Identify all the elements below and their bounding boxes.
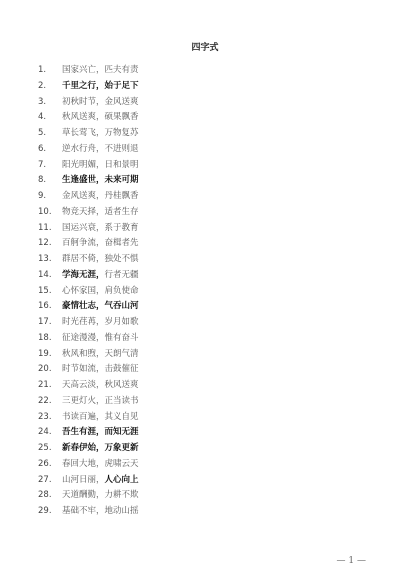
list-item — [38, 441, 139, 457]
item-number: 17. — [38, 317, 52, 327]
phrase-first-half: 生逢盛世， — [62, 175, 105, 186]
phrase-first-half: 书读百遍， — [62, 411, 105, 422]
phrase-second-half: 人心向上 — [104, 474, 139, 485]
page-number: — 1 — — [336, 556, 366, 566]
item-number: 21. — [38, 380, 52, 390]
list-item — [38, 378, 139, 394]
phrase-second-half: 惟有奋斗 — [104, 332, 139, 343]
item-number: 6. — [38, 143, 47, 154]
list-item — [38, 394, 139, 410]
phrase-first-half: 新春伊始， — [62, 443, 105, 453]
item-number: 4. — [38, 112, 47, 123]
phrase-first-half: 豪情壮志， — [62, 301, 105, 312]
list-item — [38, 473, 139, 489]
item-number: 23. — [38, 411, 52, 422]
item-number: 28. — [38, 490, 52, 501]
phrase-second-half: 奋楫者先 — [104, 238, 139, 249]
list-item — [38, 79, 139, 95]
phrase-first-half: 逆水行舟， — [62, 143, 105, 154]
list-item — [38, 63, 139, 79]
item-number: 10. — [38, 206, 52, 217]
item-number: 22. — [38, 395, 52, 406]
item-number: 14. — [38, 269, 52, 280]
phrase-first-half: 征途漫漫， — [62, 332, 105, 343]
list-item — [38, 362, 139, 378]
phrase-second-half: 气吞山河 — [104, 301, 139, 312]
phrase-second-half: 硕果飘香 — [104, 112, 139, 123]
phrase-first-half: 心怀家国， — [62, 285, 105, 296]
phrase-second-half: 行者无疆 — [104, 269, 139, 280]
phrase-first-half: 千里之行， — [62, 80, 105, 91]
phrase-first-half: 阳光明媚， — [62, 159, 105, 170]
phrase-second-half: 而知无涯 — [104, 427, 139, 438]
phrase-first-half: 秋风和煦， — [62, 348, 105, 359]
phrase-first-half: 金风送爽， — [62, 191, 105, 201]
phrase-first-half: 吾生有涯， — [62, 427, 105, 438]
phrase-first-half: 草长莺飞， — [62, 128, 105, 138]
list-item — [38, 173, 139, 189]
list-item — [38, 252, 139, 268]
item-number: 19. — [38, 348, 52, 359]
item-number: 15. — [38, 285, 52, 296]
item-number: 11. — [38, 222, 52, 233]
phrase-second-half: 万物复苏 — [104, 128, 139, 138]
item-number: 1. — [38, 65, 47, 75]
item-number: 16. — [38, 301, 52, 312]
item-number: 18. — [38, 332, 52, 343]
item-number: 25. — [38, 443, 52, 453]
list-item — [38, 457, 139, 473]
phrase-second-half: 独处不惧 — [104, 254, 139, 264]
phrase-second-half: 万象更新 — [104, 443, 139, 453]
phrase-first-half: 春回大地， — [62, 458, 105, 469]
item-number: 13. — [38, 254, 52, 264]
list-item — [38, 284, 139, 300]
phrase-second-half: 匹夫有责 — [104, 65, 139, 75]
list-item — [38, 126, 139, 142]
item-number: 26. — [38, 458, 52, 469]
phrase-second-half: 天朗气清 — [104, 348, 139, 359]
phrase-second-half: 未来可期 — [104, 175, 139, 186]
phrase-first-half: 天道酬勤， — [62, 490, 105, 501]
phrase-second-half: 正当读书 — [104, 395, 139, 406]
item-number: 20. — [38, 364, 52, 375]
item-number: 7. — [38, 159, 47, 170]
phrase-first-half: 国运兴衰， — [62, 222, 105, 233]
phrase-first-half: 基础不牢， — [62, 506, 105, 516]
list-item — [38, 425, 139, 441]
list-item — [38, 299, 139, 315]
page-title: 四字式 — [191, 43, 219, 53]
phrase-first-half: 初秋时节， — [62, 96, 105, 107]
phrase-first-half: 时光荏苒， — [62, 317, 105, 327]
phrase-first-half: 国家兴亡， — [62, 65, 105, 75]
phrase-first-half: 学海无涯， — [62, 269, 105, 280]
item-number: 8. — [38, 175, 47, 186]
phrase-second-half: 始于足下 — [104, 80, 139, 91]
phrase-first-half: 秋风送爽， — [62, 112, 105, 123]
list-item — [38, 488, 139, 504]
list-item — [38, 95, 139, 111]
list-item — [38, 347, 139, 363]
list-item — [38, 189, 139, 205]
phrase-first-half: 三更灯火， — [62, 395, 105, 406]
item-number: 27. — [38, 474, 52, 485]
list-item — [38, 504, 139, 520]
list-item — [38, 268, 139, 284]
phrase-second-half: 适者生存 — [104, 206, 139, 217]
list-item — [38, 315, 139, 331]
phrase-first-half: 天高云淡， — [62, 380, 105, 390]
phrase-second-half: 金风送爽 — [104, 96, 139, 107]
phrase-first-half: 百舸争流， — [62, 238, 105, 249]
phrase-second-half: 虎啸云天 — [104, 458, 139, 469]
item-number: 24. — [38, 427, 52, 438]
item-number: 3. — [38, 96, 47, 107]
phrase-second-half: 秋风送爽 — [104, 380, 139, 390]
phrase-second-half: 其义自见 — [104, 411, 139, 422]
list-item — [38, 236, 139, 252]
phrase-first-half: 时节如流， — [62, 364, 105, 375]
phrase-second-half: 岁月如歌 — [104, 317, 139, 327]
phrase-second-half: 击鼓催征 — [104, 364, 139, 375]
item-number: 29. — [38, 506, 52, 516]
item-number: 2. — [38, 80, 47, 91]
phrase-second-half: 力耕不欺 — [104, 490, 139, 501]
list-item — [38, 410, 139, 426]
phrase-list — [38, 63, 139, 520]
phrase-second-half: 地动山摇 — [104, 506, 139, 516]
phrase-first-half: 群居不倚， — [62, 254, 105, 264]
list-item — [38, 221, 139, 237]
phrase-first-half: 山河日丽， — [62, 474, 105, 485]
list-item — [38, 158, 139, 174]
phrase-second-half: 不进则退 — [104, 143, 139, 154]
item-number: 12. — [38, 238, 52, 249]
list-item — [38, 331, 139, 347]
phrase-second-half: 日和景明 — [104, 159, 139, 170]
list-item — [38, 205, 139, 221]
phrase-first-half: 物竞天择， — [62, 206, 105, 217]
phrase-second-half: 丹桂飘香 — [104, 191, 139, 201]
item-number: 9. — [38, 191, 47, 201]
list-item — [38, 142, 139, 158]
phrase-second-half: 系于教育 — [104, 222, 139, 233]
item-number: 5. — [38, 128, 47, 138]
list-item — [38, 110, 139, 126]
phrase-second-half: 肩负使命 — [104, 285, 139, 296]
